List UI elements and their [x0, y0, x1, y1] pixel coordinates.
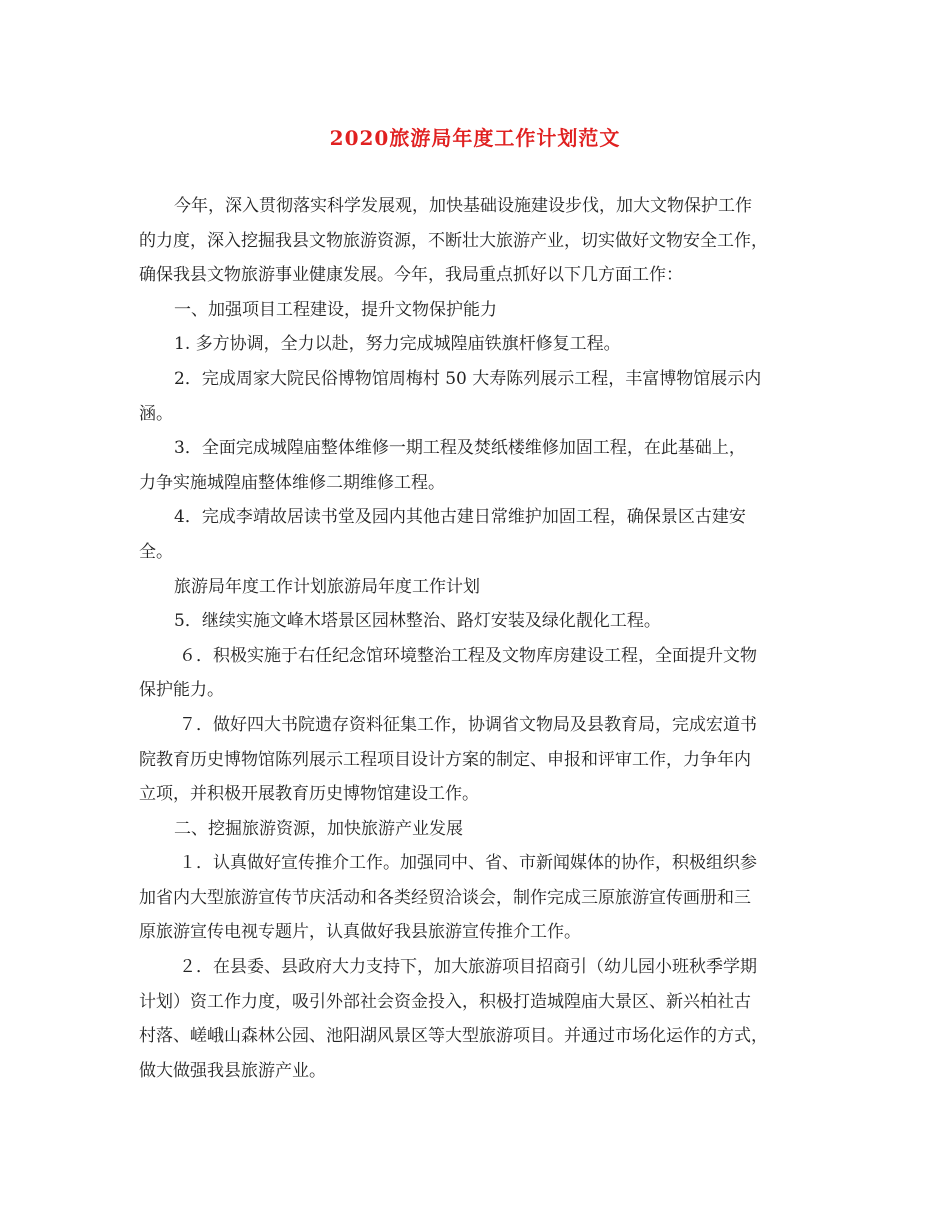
- section-heading: 二、挖掘旅游资源，加快旅游产业发展: [174, 818, 463, 839]
- list-item: 2．完成周家大院民俗博物馆周梅村 50 大寿陈列展示工程，丰富博物馆展示内: [174, 368, 762, 389]
- list-item-continuation: 保护能力。: [139, 680, 224, 701]
- list-item-continuation: 力争实施城隍庙整体维修二期维修工程。: [139, 472, 445, 493]
- document-title: 2020旅游局年度工作计划范文: [329, 126, 621, 150]
- list-item: 1. 多方协调，全力以赴，努力完成城隍庙铁旗杆修复工程。: [174, 334, 621, 355]
- list-item: 4．完成李靖故居读书堂及园内其他古建日常维护加固工程，确保景区古建安: [174, 507, 746, 528]
- list-item-continuation: 立项，并积极开展教育历史博物馆建设工作。: [139, 784, 479, 805]
- document-body: [139, 189, 819, 1088]
- list-item-continuation: 做大做强我县旅游产业。: [139, 1060, 326, 1081]
- list-item-continuation: 原旅游宣传电视专题片，认真做好我县旅游宣传推介工作。: [139, 922, 581, 943]
- inserted-text-line: 旅游局年度工作计划旅游局年度工作计划: [174, 576, 480, 597]
- paragraph-line: 今年，深入贯彻落实科学发展观，加快基础设施建设步伐，加大文物保护工作: [174, 196, 752, 216]
- list-item: １．认真做好宣传推介工作。加强同中、省、市新闻媒体的协作，积极组织参: [179, 853, 757, 874]
- list-item: ２．在县委、县政府大力支持下，加大旅游项目招商引（幼儿园小班秋季学期: [179, 957, 757, 978]
- paragraph-line: 的力度，深入挖掘我县文物旅游资源，不断壮大旅游产业，切实做好文物安全工作，: [139, 230, 768, 251]
- list-item: 5．继续实施文峰木塔景区园林整治、路灯安装及绿化靓化工程。: [174, 611, 661, 632]
- list-item-continuation: 全。: [139, 541, 173, 562]
- section-heading: 一、加强项目工程建设，提升文物保护能力: [174, 299, 497, 320]
- list-item-continuation: 计划）资工作力度，吸引外部社会资金投入，积极打造城隍庙大景区、新兴柏社古: [139, 991, 751, 1012]
- list-item: 3．全面完成城隍庙整体维修一期工程及焚纸楼维修加固工程，在此基础上，: [174, 438, 746, 459]
- list-item: ６．积极实施于右任纪念馆环境整治工程及文物库房建设工程，全面提升文物: [179, 645, 757, 666]
- list-item-continuation: 院教育历史博物馆陈列展示工程项目设计方案的制定、申报和评审工作，力争年内: [139, 749, 751, 770]
- list-item-continuation: 涵。: [139, 403, 173, 424]
- list-item-continuation: 加省内大型旅游宣传节庆活动和各类经贸洽谈会，制作完成三原旅游宣传画册和三: [139, 887, 751, 908]
- list-item-continuation: 村落、嵯峨山森林公园、池阳湖风景区等大型旅游项目。并通过市场化运作的方式，: [139, 1026, 768, 1047]
- list-item: ７．做好四大书院遗存资料征集工作，协调省文物局及县教育局，完成宏道书: [179, 714, 757, 735]
- paragraph-line: 确保我县文物旅游事业健康发展。今年，我局重点抓好以下几方面工作：: [139, 265, 683, 286]
